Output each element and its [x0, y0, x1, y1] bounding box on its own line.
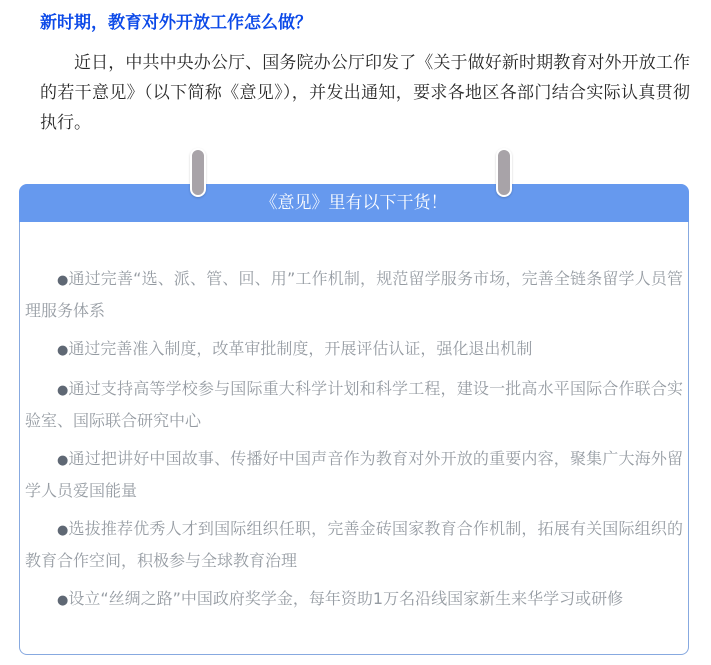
list-item-text: 通过完善准入制度，改革审批制度，开展评估认证，强化退出机制 — [68, 339, 533, 358]
card-header-title: 《意见》里有以下干货！ — [19, 184, 689, 222]
list-item-text: 通过把讲好中国故事、传播好中国声音作为教育对外开放的重要内容，聚集广大海外留学人员爱国能量 — [25, 449, 683, 500]
list-item — [25, 264, 683, 326]
list-item-text: 选拔推荐优秀人才到国际组织任职，完善金砖国家教育合作机制，拓展有关国际组织的教育合作空间，积极参与全球教育治理 — [25, 519, 683, 570]
card-body — [19, 222, 689, 655]
list-item — [25, 584, 683, 616]
summary-card — [19, 184, 689, 655]
bullet-icon: ● — [57, 453, 69, 468]
list-item-text: 通过支持高等学校参与国际重大科学计划和科学工程，建设一批高水平国际合作联合实验室、国际联合研究中心 — [25, 379, 683, 430]
article-title: 新时期，教育对外开放工作怎么做？ — [40, 13, 312, 33]
list-item — [25, 374, 683, 436]
list-item — [25, 334, 683, 366]
pin-icon — [190, 148, 206, 197]
list-item-text: 设立“丝绸之路”中国政府奖学金，每年资助1万名沿线国家新生来华学习或研修 — [68, 589, 624, 608]
list-item — [25, 514, 683, 576]
bullet-icon: ● — [57, 273, 69, 288]
bullet-icon: ● — [57, 343, 69, 358]
bullet-icon: ● — [57, 593, 69, 608]
list-item-text: 通过完善“选、派、管、回、用”工作机制，规范留学服务市场，完善全链条留学人员管理服务体系 — [25, 269, 683, 320]
article-intro-paragraph: 近日，中共中央办公厅、国务院办公厅印发了《关于做好新时期教育对外开放工作的若干意见》（以下简称《意见》），并发出通知，要求各地区各部门结合实际认真贯彻执行。 — [40, 53, 690, 133]
pin-icon — [496, 148, 512, 197]
list-item — [25, 444, 683, 506]
bullet-icon: ● — [57, 523, 69, 538]
bullet-icon: ● — [57, 383, 69, 398]
